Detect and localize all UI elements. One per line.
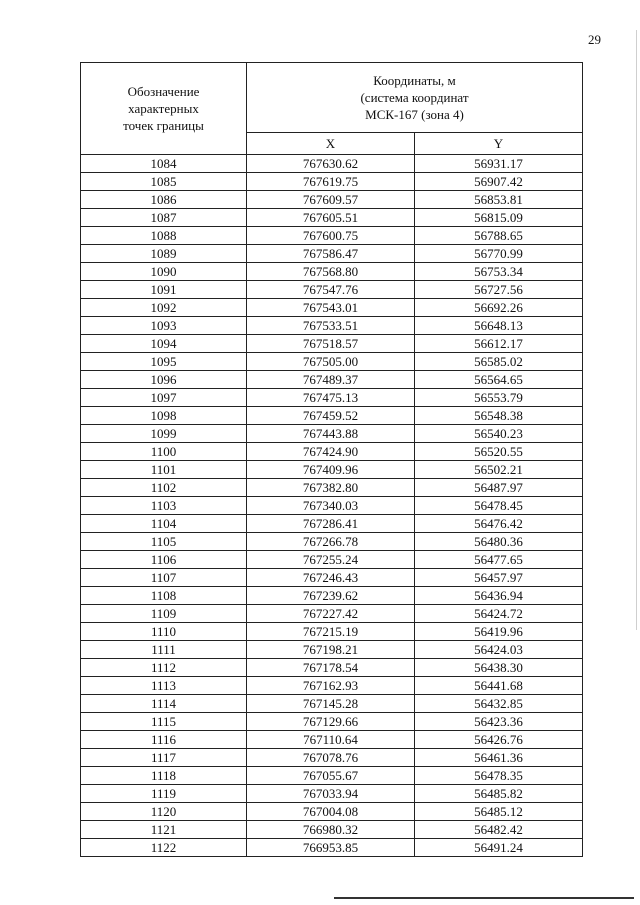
point-id-cell: 1118 bbox=[81, 767, 247, 785]
point-id-cell: 1115 bbox=[81, 713, 247, 731]
point-id-cell: 1114 bbox=[81, 695, 247, 713]
table-row bbox=[81, 155, 583, 173]
table-row bbox=[81, 173, 583, 191]
point-id-cell: 1098 bbox=[81, 407, 247, 425]
y-coordinate-cell: 56482.42 bbox=[415, 821, 583, 839]
scan-bottom-line bbox=[334, 897, 634, 899]
x-coordinate-cell: 767475.13 bbox=[247, 389, 415, 407]
x-coordinate-cell: 767586.47 bbox=[247, 245, 415, 263]
y-coordinate-cell: 56907.42 bbox=[415, 173, 583, 191]
y-coordinate-cell: 56788.65 bbox=[415, 227, 583, 245]
table-row bbox=[81, 191, 583, 209]
y-coordinate-cell: 56478.35 bbox=[415, 767, 583, 785]
y-coordinate-cell: 56753.34 bbox=[415, 263, 583, 281]
y-coordinate-cell: 56648.13 bbox=[415, 317, 583, 335]
x-coordinate-cell: 767605.51 bbox=[247, 209, 415, 227]
table-row bbox=[81, 299, 583, 317]
x-coordinate-cell: 767505.00 bbox=[247, 353, 415, 371]
coord-header-line: (система координат bbox=[360, 89, 469, 105]
x-coordinate-cell: 767239.62 bbox=[247, 587, 415, 605]
table-row bbox=[81, 335, 583, 353]
table-row bbox=[81, 695, 583, 713]
y-coordinate-cell: 56815.09 bbox=[415, 209, 583, 227]
point-id-cell: 1102 bbox=[81, 479, 247, 497]
coord-header-line: МСК-167 (зона 4) bbox=[365, 106, 464, 122]
table-row bbox=[81, 497, 583, 515]
x-coordinate-cell: 767630.62 bbox=[247, 155, 415, 173]
point-id-cell: 1116 bbox=[81, 731, 247, 749]
point-id-cell: 1087 bbox=[81, 209, 247, 227]
x-coordinate-cell: 767443.88 bbox=[247, 425, 415, 443]
point-id-cell: 1108 bbox=[81, 587, 247, 605]
point-id-cell: 1120 bbox=[81, 803, 247, 821]
y-coordinate-cell: 56477.65 bbox=[415, 551, 583, 569]
table-row bbox=[81, 641, 583, 659]
x-coordinate-cell: 767409.96 bbox=[247, 461, 415, 479]
y-coordinate-cell: 56419.96 bbox=[415, 623, 583, 641]
y-column-header: Y bbox=[415, 132, 583, 154]
table-row bbox=[81, 245, 583, 263]
x-coordinate-cell: 767533.51 bbox=[247, 317, 415, 335]
y-coordinate-cell: 56931.17 bbox=[415, 155, 583, 173]
point-id-cell: 1101 bbox=[81, 461, 247, 479]
x-coordinate-cell: 766953.85 bbox=[247, 839, 415, 857]
table-row bbox=[81, 623, 583, 641]
point-id-cell: 1093 bbox=[81, 317, 247, 335]
point-id-cell: 1089 bbox=[81, 245, 247, 263]
y-coordinate-cell: 56441.68 bbox=[415, 677, 583, 695]
x-coordinate-cell: 767600.75 bbox=[247, 227, 415, 245]
point-id-cell: 1090 bbox=[81, 263, 247, 281]
point-id-cell: 1105 bbox=[81, 533, 247, 551]
table-row bbox=[81, 821, 583, 839]
x-coordinate-cell: 767078.76 bbox=[247, 749, 415, 767]
y-coordinate-cell: 56438.30 bbox=[415, 659, 583, 677]
point-id-cell: 1096 bbox=[81, 371, 247, 389]
table-row bbox=[81, 677, 583, 695]
table-row bbox=[81, 281, 583, 299]
point-id-cell: 1121 bbox=[81, 821, 247, 839]
y-coordinate-cell: 56457.97 bbox=[415, 569, 583, 587]
x-coordinate-cell: 767227.42 bbox=[247, 605, 415, 623]
x-coordinate-cell: 767543.01 bbox=[247, 299, 415, 317]
point-id-cell: 1086 bbox=[81, 191, 247, 209]
table-row bbox=[81, 659, 583, 677]
y-coordinate-cell: 56692.26 bbox=[415, 299, 583, 317]
coordinates-table-body bbox=[81, 155, 583, 857]
table-row bbox=[81, 515, 583, 533]
table-row bbox=[81, 839, 583, 857]
y-coordinate-cell: 56476.42 bbox=[415, 515, 583, 533]
x-coordinate-cell: 767246.43 bbox=[247, 569, 415, 587]
y-coordinate-cell: 56423.36 bbox=[415, 713, 583, 731]
table-row bbox=[81, 407, 583, 425]
point-id-cell: 1112 bbox=[81, 659, 247, 677]
x-coordinate-cell: 767162.93 bbox=[247, 677, 415, 695]
point-header-line: точек границы bbox=[123, 118, 204, 133]
table-row bbox=[81, 353, 583, 371]
table-row bbox=[81, 227, 583, 245]
table-row bbox=[81, 461, 583, 479]
y-coordinate-cell: 56485.12 bbox=[415, 803, 583, 821]
x-coordinate-cell: 767340.03 bbox=[247, 497, 415, 515]
y-coordinate-cell: 56461.36 bbox=[415, 749, 583, 767]
x-coordinate-cell: 767568.80 bbox=[247, 263, 415, 281]
x-coordinate-cell: 767255.24 bbox=[247, 551, 415, 569]
point-id-cell: 1119 bbox=[81, 785, 247, 803]
y-coordinate-cell: 56564.65 bbox=[415, 371, 583, 389]
point-header-line: Обозначение bbox=[127, 84, 200, 99]
point-id-cell: 1088 bbox=[81, 227, 247, 245]
x-coordinate-cell: 766980.32 bbox=[247, 821, 415, 839]
x-column-header: X bbox=[247, 132, 415, 154]
table-row bbox=[81, 605, 583, 623]
table-row bbox=[81, 479, 583, 497]
coord-header-line: Координаты, м bbox=[373, 72, 456, 88]
y-coordinate-cell: 56436.94 bbox=[415, 587, 583, 605]
table-row bbox=[81, 425, 583, 443]
y-coordinate-cell: 56424.72 bbox=[415, 605, 583, 623]
x-coordinate-cell: 767178.54 bbox=[247, 659, 415, 677]
table-row bbox=[81, 317, 583, 335]
scan-edge-line bbox=[636, 30, 637, 630]
y-coordinate-cell: 56424.03 bbox=[415, 641, 583, 659]
y-coordinate-cell: 56553.79 bbox=[415, 389, 583, 407]
point-id-cell: 1100 bbox=[81, 443, 247, 461]
point-id-cell: 1111 bbox=[81, 641, 247, 659]
x-coordinate-cell: 767198.21 bbox=[247, 641, 415, 659]
table-row bbox=[81, 371, 583, 389]
point-id-cell: 1106 bbox=[81, 551, 247, 569]
table-row bbox=[81, 803, 583, 821]
point-id-cell: 1099 bbox=[81, 425, 247, 443]
x-coordinate-cell: 767145.28 bbox=[247, 695, 415, 713]
x-coordinate-cell: 767110.64 bbox=[247, 731, 415, 749]
y-coordinate-cell: 56502.21 bbox=[415, 461, 583, 479]
x-coordinate-cell: 767547.76 bbox=[247, 281, 415, 299]
y-coordinate-cell: 56853.81 bbox=[415, 191, 583, 209]
y-coordinate-cell: 56480.36 bbox=[415, 533, 583, 551]
y-coordinate-cell: 56426.76 bbox=[415, 731, 583, 749]
x-coordinate-cell: 767459.52 bbox=[247, 407, 415, 425]
table-row bbox=[81, 767, 583, 785]
x-coordinate-cell: 767055.67 bbox=[247, 767, 415, 785]
coordinates-header bbox=[247, 63, 583, 133]
point-id-cell: 1091 bbox=[81, 281, 247, 299]
y-coordinate-cell: 56491.24 bbox=[415, 839, 583, 857]
table-row bbox=[81, 569, 583, 587]
x-coordinate-cell: 767033.94 bbox=[247, 785, 415, 803]
point-id-cell: 1104 bbox=[81, 515, 247, 533]
table-row bbox=[81, 389, 583, 407]
table-row bbox=[81, 551, 583, 569]
x-coordinate-cell: 767004.08 bbox=[247, 803, 415, 821]
x-coordinate-cell: 767489.37 bbox=[247, 371, 415, 389]
y-coordinate-cell: 56432.85 bbox=[415, 695, 583, 713]
table-row bbox=[81, 785, 583, 803]
point-id-cell: 1113 bbox=[81, 677, 247, 695]
y-coordinate-cell: 56548.38 bbox=[415, 407, 583, 425]
x-coordinate-cell: 767215.19 bbox=[247, 623, 415, 641]
x-coordinate-cell: 767609.57 bbox=[247, 191, 415, 209]
point-id-cell: 1094 bbox=[81, 335, 247, 353]
point-id-cell: 1097 bbox=[81, 389, 247, 407]
point-designation-header bbox=[81, 63, 247, 155]
y-coordinate-cell: 56585.02 bbox=[415, 353, 583, 371]
table-row bbox=[81, 533, 583, 551]
y-coordinate-cell: 56487.97 bbox=[415, 479, 583, 497]
point-id-cell: 1103 bbox=[81, 497, 247, 515]
table-row bbox=[81, 209, 583, 227]
point-id-cell: 1092 bbox=[81, 299, 247, 317]
table-row bbox=[81, 263, 583, 281]
y-coordinate-cell: 56770.99 bbox=[415, 245, 583, 263]
point-id-cell: 1117 bbox=[81, 749, 247, 767]
point-id-cell: 1095 bbox=[81, 353, 247, 371]
table-row bbox=[81, 713, 583, 731]
coordinates-table bbox=[80, 62, 583, 857]
point-id-cell: 1107 bbox=[81, 569, 247, 587]
table-row bbox=[81, 731, 583, 749]
point-id-cell: 1110 bbox=[81, 623, 247, 641]
x-coordinate-cell: 767518.57 bbox=[247, 335, 415, 353]
table-row bbox=[81, 587, 583, 605]
x-coordinate-cell: 767382.80 bbox=[247, 479, 415, 497]
y-coordinate-cell: 56727.56 bbox=[415, 281, 583, 299]
y-coordinate-cell: 56612.17 bbox=[415, 335, 583, 353]
point-id-cell: 1109 bbox=[81, 605, 247, 623]
x-coordinate-cell: 767129.66 bbox=[247, 713, 415, 731]
page-number: 29 bbox=[588, 32, 601, 47]
x-coordinate-cell: 767424.90 bbox=[247, 443, 415, 461]
x-coordinate-cell: 767286.41 bbox=[247, 515, 415, 533]
y-coordinate-cell: 56540.23 bbox=[415, 425, 583, 443]
point-id-cell: 1122 bbox=[81, 839, 247, 857]
point-id-cell: 1085 bbox=[81, 173, 247, 191]
x-coordinate-cell: 767619.75 bbox=[247, 173, 415, 191]
table-row bbox=[81, 443, 583, 461]
table-row bbox=[81, 749, 583, 767]
point-header-line: характерных bbox=[128, 101, 199, 116]
y-coordinate-cell: 56485.82 bbox=[415, 785, 583, 803]
y-coordinate-cell: 56520.55 bbox=[415, 443, 583, 461]
x-coordinate-cell: 767266.78 bbox=[247, 533, 415, 551]
point-id-cell: 1084 bbox=[81, 155, 247, 173]
y-coordinate-cell: 56478.45 bbox=[415, 497, 583, 515]
